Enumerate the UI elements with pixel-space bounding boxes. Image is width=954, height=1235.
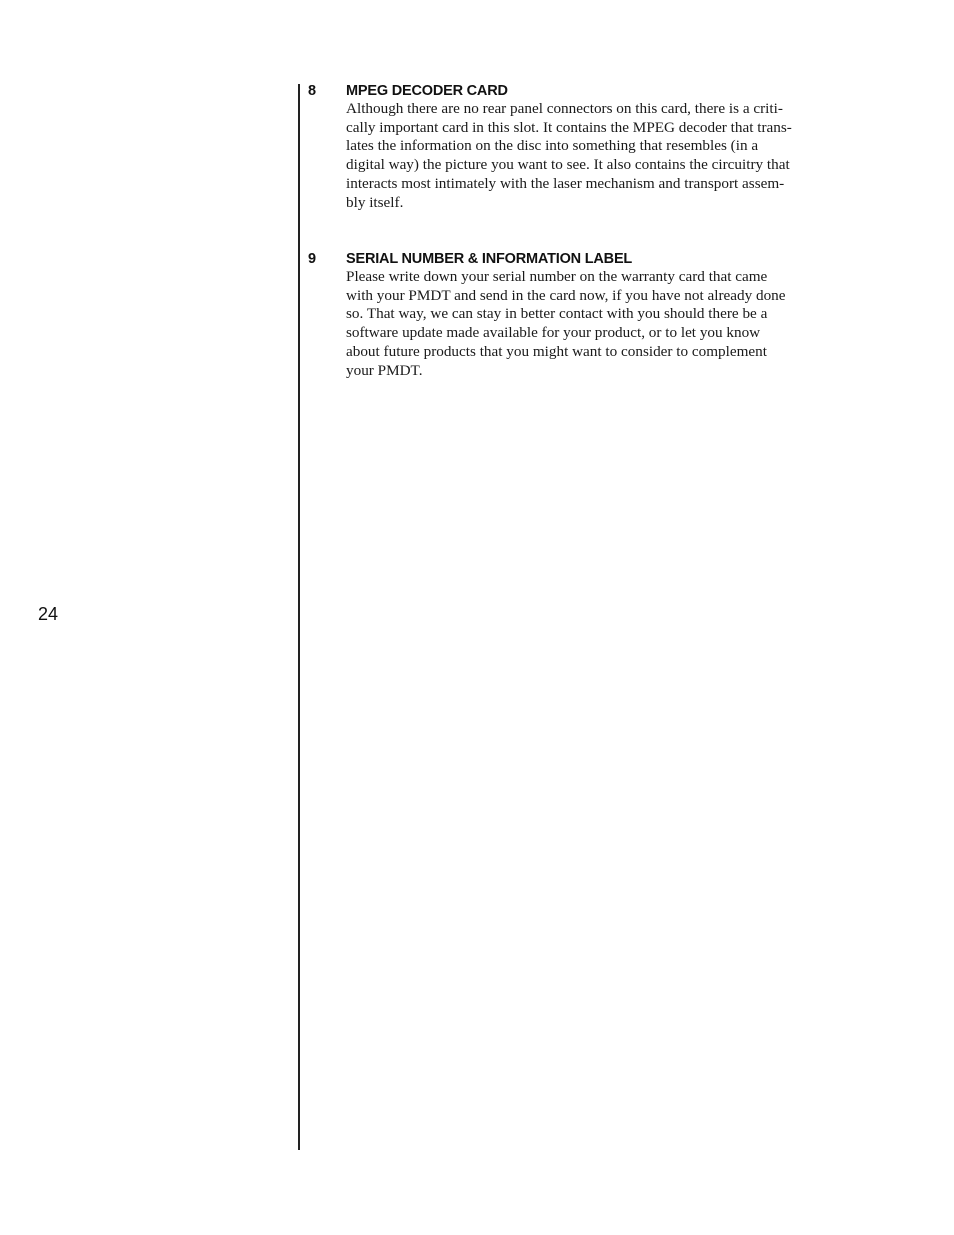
body-line: your PMDT. [346,361,423,379]
section-heading [308,250,848,268]
page-number: 24 [38,604,59,624]
section-mpeg-decoder-card [308,82,848,212]
section-serial-number-label [308,250,848,380]
body-line: bly itself. [346,193,404,211]
body-line: digital way) the picture you want to see. It also contains the circuitry that [346,156,790,174]
section-heading [308,82,848,100]
body-line: cally important card in this slot. It contains the MPEG decoder that trans- [346,118,792,136]
body-line: about future products that you might want to consider to complement [346,342,767,360]
section-number: 8 [308,83,316,99]
body-line: with your PMDT and send in the card now, if you have not already done [346,286,786,304]
vertical-margin-rule [298,84,300,1150]
section-body [346,100,844,212]
body-line: software update made available for your product, or to let you know [346,324,761,342]
body-line: interacts most intimately with the laser mechanism and transport assem- [346,174,785,192]
body-line: Please write down your serial number on the warranty card that came [346,268,768,285]
section-number: 9 [308,251,316,267]
body-line: so. That way, we can stay in better contact with you should there be a [346,305,768,323]
section-title: MPEG DECODER CARD [346,83,508,99]
body-line: Although there are no rear panel connectors on this card, there is a criti- [346,100,783,117]
body-line: lates the information on the disc into something that resembles (in a [346,137,759,155]
section-body [346,268,844,380]
section-title: SERIAL NUMBER & INFORMATION LABEL [346,251,633,267]
